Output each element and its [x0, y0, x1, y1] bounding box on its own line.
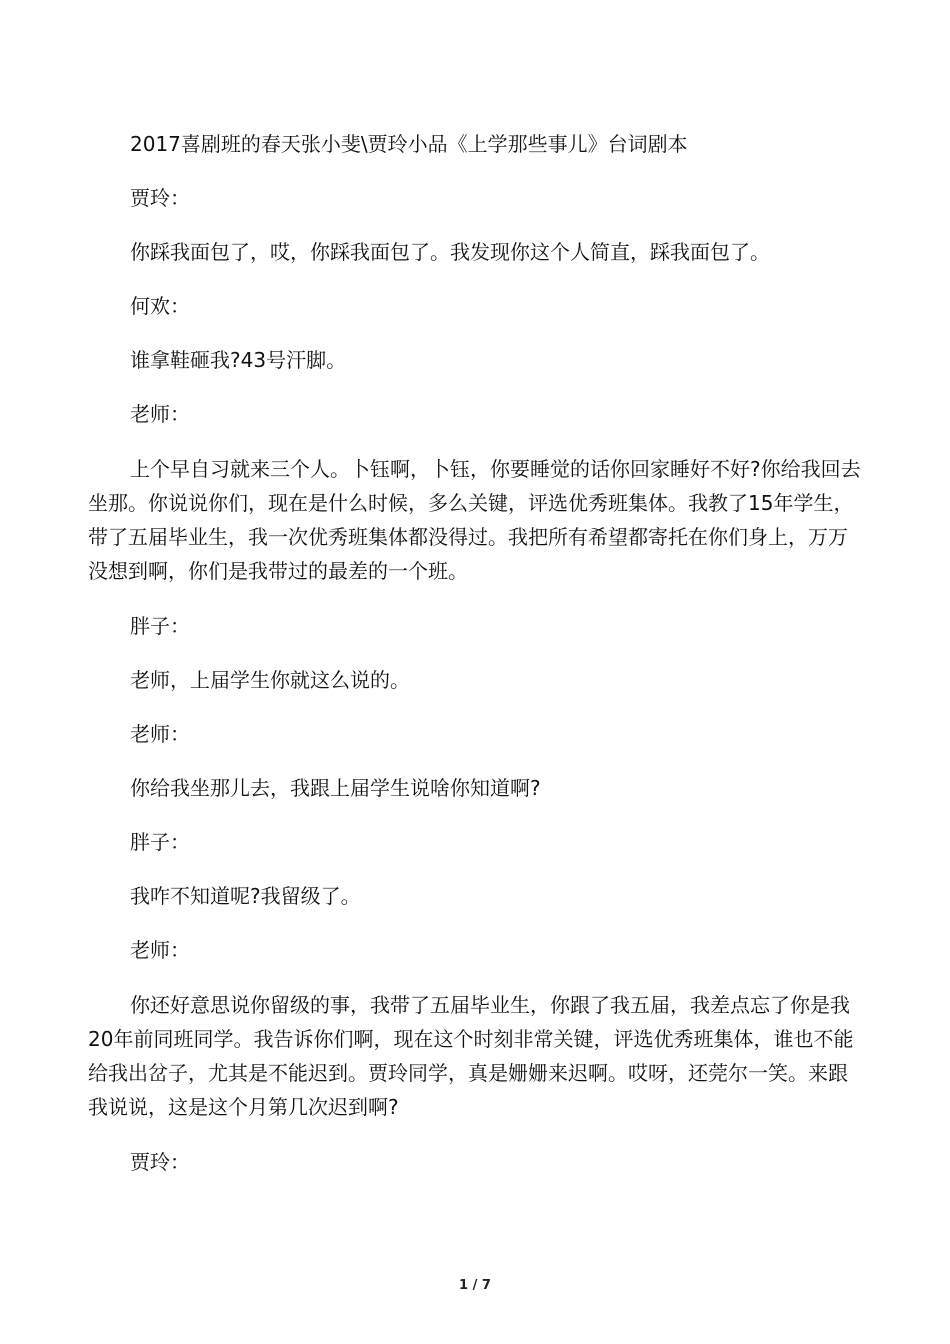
dialogue-line: 你踩我面包了，哎，你踩我面包了。我发现你这个人简直，踩我面包了。 [130, 240, 770, 264]
speaker-label: 贾玲： [130, 186, 190, 210]
speaker-label: 老师： [130, 402, 190, 426]
document-title: 2017喜剧班的春天张小斐\贾玲小品《上学那些事儿》台词剧本 [130, 132, 688, 156]
dialogue-line: 谁拿鞋砸我?43号汗脚。 [130, 348, 347, 372]
document-page [88, 128, 862, 1200]
speaker-label: 老师： [130, 722, 190, 746]
dialogue-line: 上个早自习就来三个人。卜钰啊，卜钰，你要睡觉的话你回家睡好不好?你给我回去坐那。你说说你们，现在是什么时候，多么关键，评选优秀班集体。我教了15年学生，带了五届毕业生，我一次优秀班集体都没得过。我把所有希望都寄托在你们身上，万万没想到啊，你们是我带过的最差的一个班。 [88, 457, 861, 583]
speaker-label: 老师： [130, 938, 190, 962]
speaker-label: 贾玲： [130, 1150, 190, 1174]
speaker-label: 胖子： [130, 830, 190, 854]
dialogue-line: 你给我坐那儿去，我跟上届学生说啥你知道啊? [130, 776, 541, 800]
dialogue-line: 老师，上届学生你就这么说的。 [130, 668, 410, 692]
speaker-label: 何欢： [130, 294, 190, 318]
dialogue-line: 我咋不知道呢?我留级了。 [130, 884, 361, 908]
page-indicator: 1 / 7 [459, 1278, 491, 1293]
speaker-label: 胖子： [130, 614, 190, 638]
dialogue-line: 你还好意思说你留级的事，我带了五届毕业生，你跟了我五届，我差点忘了你是我20年前同班同学。我告诉你们啊，现在这个时刻非常关键，评选优秀班集体，谁也不能给我出岔子，尤其是不能迟到。贾玲同学，真是姗姗来迟啊。哎呀，还莞尔一笑。来跟我说说，这是这个月第几次迟到啊? [88, 993, 854, 1119]
